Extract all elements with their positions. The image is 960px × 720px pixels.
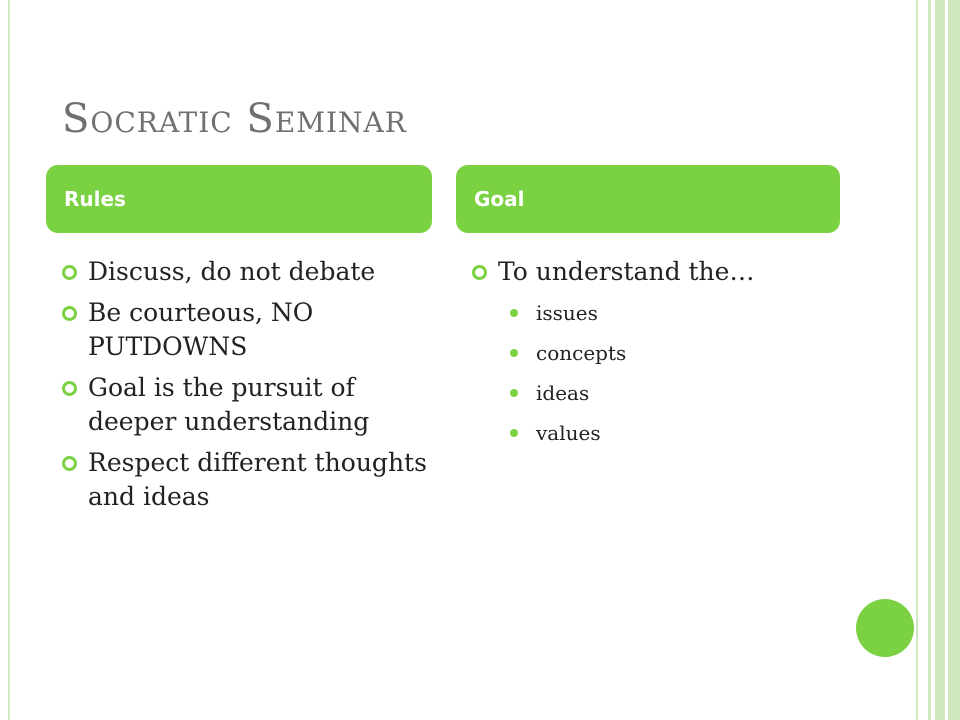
rules-item-text: Be courteous, NO PUTDOWNS bbox=[88, 298, 314, 361]
goal-sub-item-text: ideas bbox=[536, 381, 590, 405]
goal-sub-item bbox=[498, 333, 840, 373]
decorative-circle-icon bbox=[856, 599, 914, 657]
ring-bullet-icon bbox=[62, 381, 77, 396]
ring-bullet-icon bbox=[62, 306, 77, 321]
goal-list bbox=[470, 255, 840, 460]
left-border-line bbox=[8, 0, 10, 720]
goal-sub-item-text: values bbox=[536, 421, 601, 445]
dot-bullet-icon bbox=[510, 389, 518, 397]
ring-bullet-icon bbox=[62, 265, 77, 280]
ring-bullet-icon bbox=[472, 265, 487, 280]
dot-bullet-icon bbox=[510, 309, 518, 317]
goal-sub-item bbox=[498, 413, 840, 453]
rules-list-item bbox=[60, 446, 430, 514]
right-decorative-stripes bbox=[916, 0, 960, 720]
rules-item-text: Respect different thoughts and ideas bbox=[88, 448, 427, 511]
rules-item-text: Goal is the pursuit of deeper understanding bbox=[88, 373, 370, 436]
dot-bullet-icon bbox=[510, 349, 518, 357]
rules-list-item bbox=[60, 296, 430, 364]
slide-title: Socratic Seminar bbox=[62, 96, 407, 142]
goal-sub-list bbox=[498, 293, 840, 453]
rules-list-item bbox=[60, 255, 430, 289]
rules-list-item bbox=[60, 371, 430, 439]
dot-bullet-icon bbox=[510, 429, 518, 437]
goal-sub-item bbox=[498, 293, 840, 333]
goal-intro-text: To understand the… bbox=[498, 257, 755, 286]
rules-header: Rules bbox=[46, 165, 432, 233]
ring-bullet-icon bbox=[62, 456, 77, 471]
goal-sub-item bbox=[498, 373, 840, 413]
goal-sub-item-text: concepts bbox=[536, 341, 627, 365]
rules-list bbox=[60, 255, 430, 521]
goal-sub-item-text: issues bbox=[536, 301, 598, 325]
rules-item-text: Discuss, do not debate bbox=[88, 257, 376, 286]
goal-list-item bbox=[470, 255, 840, 453]
goal-header: Goal bbox=[456, 165, 840, 233]
